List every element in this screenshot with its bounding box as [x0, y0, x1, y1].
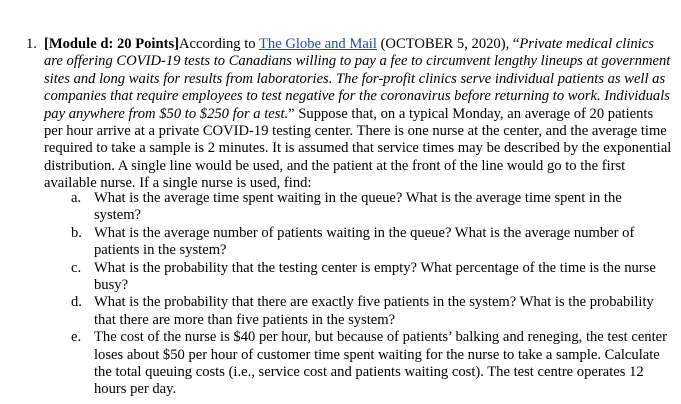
sub-question-text: What is the probability that there are exactly five patients in the system? What is the probability that there are more than five patients in the system?: [94, 294, 654, 328]
sub-question-letter: a.: [71, 190, 82, 206]
intro-pre: According to: [179, 36, 259, 52]
sub-question-letter: e.: [71, 329, 82, 346]
news-quote: Private medical clinics are offering COVID-19 tests to Canadians willing to pay a fee to circumvent lengthy lineups at government sites and long waits for results from laboratories. The for-profit clinics serve individual patients as well as companies that require employees to test negative for the coronavirus before returning to work. Individuals pay anywhere from $50 to $250 for a test.: [44, 36, 671, 122]
question-label: [Module d: 20 Points]: [44, 36, 179, 52]
sub-question: [44, 260, 672, 295]
sub-question-text: What is the average time spent waiting in the queue? What is the average time spent in the system?: [94, 190, 622, 224]
source-link[interactable]: The Globe and Mail: [258, 36, 377, 52]
sub-question-text: The cost of the nurse is $40 per hour, but because of patients’ balking and reneging, the test center loses about $50 per hour of customer time spent waiting for the nurse to take a sample. Calculate the total queuing costs (i.e., service cost and patients waiting cost). The test centre operates 12 hours per day.: [94, 329, 667, 398]
sub-question: [44, 294, 672, 329]
question-body: [44, 36, 672, 193]
sub-question-text: What is the average number of patients waiting in the queue? What is the average number of patients in the system?: [94, 224, 635, 259]
intro-post: (OCTOBER 5, 2020), “: [376, 36, 520, 52]
question-paragraph: [44, 36, 672, 193]
question-text: ” Suppose that, on a typical Monday, an average of 20 patients per hour arrive at a private COVID-19 testing center. There is one nurse at the center, and the average time required to take a sample is 2 minutes. It is assumed that service times may be described by the exponential distribution. A single line would be used, and the patient at the front of the line would go to the first available nurse. If a single nurse is used, find:: [44, 105, 672, 192]
sub-question-letter: c.: [71, 259, 82, 276]
sub-question: [44, 225, 672, 260]
sub-question-letter: b.: [71, 224, 82, 241]
question-number: 1.: [26, 36, 37, 52]
sub-question-letter: d.: [71, 294, 82, 311]
sub-question: [44, 329, 672, 399]
sub-question: [44, 190, 672, 225]
sub-question-text: What is the probability that the testing center is empty? What percentage of the time is the nurse busy?: [94, 259, 656, 294]
sub-question-list: [44, 190, 672, 399]
